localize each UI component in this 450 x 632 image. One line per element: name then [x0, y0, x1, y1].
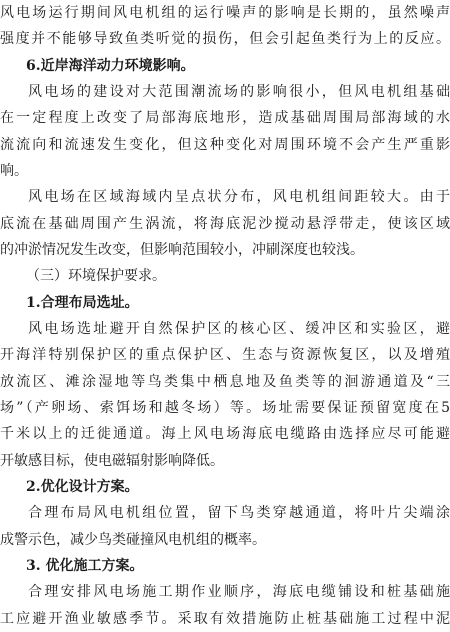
paragraph-line: 工应避开渔业敏感季节。采取有效措施防止桩基础施工过程中泥: [0, 610, 450, 627]
paragraph-line: 合理布局风电机组位置，留下鸟类穿越通道，将叶片尖端涂: [28, 505, 450, 522]
paragraph-line: 强度并不能够导致鱼类听觉的损伤，但会引起鱼类行为上的反应。: [0, 31, 450, 48]
paragraph-line: 千米以上的迁徙通道。海上风电场海底电缆路由选择应尽可能避: [0, 426, 450, 443]
paragraph-line: 风电场在区域海域内呈点状分布，风电机组间距较大。由于: [28, 189, 450, 206]
section-title: （三）环境保护要求。: [26, 268, 166, 285]
paragraph-line: 开敏感目标，使电磁辐射影响降低。: [0, 452, 224, 469]
paragraph-line: 风电场的建设对大范围潮流场的影响很小，但风电机组基础: [28, 84, 450, 100]
paragraph-line: 放流区、滩涂湿地等鸟类集中栖息地及鱼类等的洄游通道及“三: [0, 373, 450, 390]
paragraph-line: 在一定程度上改变了局部海底地形，造成基础周围局部海域的水: [0, 110, 450, 127]
paragraph-line: 成警示色，减少鸟类碰撞风电机组的概率。: [0, 531, 266, 548]
paragraph-line: 场”（产卵场、索饵场和越冬场）等。场址需要保证预留宽度在5: [0, 400, 450, 416]
paragraph-line: 风电场运行期间风电机组的运行噪声的影响是长期的，虽然噪声: [0, 5, 450, 21]
paragraph-line: 合理安排风电场施工期作业顺序，海底电缆铺设和桩基础施: [28, 584, 450, 601]
section-heading: 2.优化设计方案。: [26, 479, 139, 495]
paragraph-line: 的冲淤情况发生改变，但影响范围较小，冲刷深度也较浅。: [0, 242, 364, 258]
paragraph-line: 流流向和流速发生变化，但这种变化对周围环境不会产生严重影: [0, 136, 450, 153]
paragraph-line: 风电场选址避开自然保护区的核心区、缓冲区和实验区，避: [28, 321, 450, 337]
section-heading: 6.近岸海洋动力环境影响。: [26, 57, 195, 74]
paragraph-line: 响。: [0, 163, 28, 179]
section-heading: 1.合理布局选址。: [26, 294, 139, 311]
paragraph-line: 底流在基础周围产生涡流，将海底泥沙搅动悬浮带走，使该区域: [0, 215, 450, 232]
paragraph-line: 开海洋特别保护区的重点保护区、生态与资源恢复区，以及增殖: [0, 347, 450, 364]
section-heading: 3. 优化施工方案。: [26, 558, 144, 574]
